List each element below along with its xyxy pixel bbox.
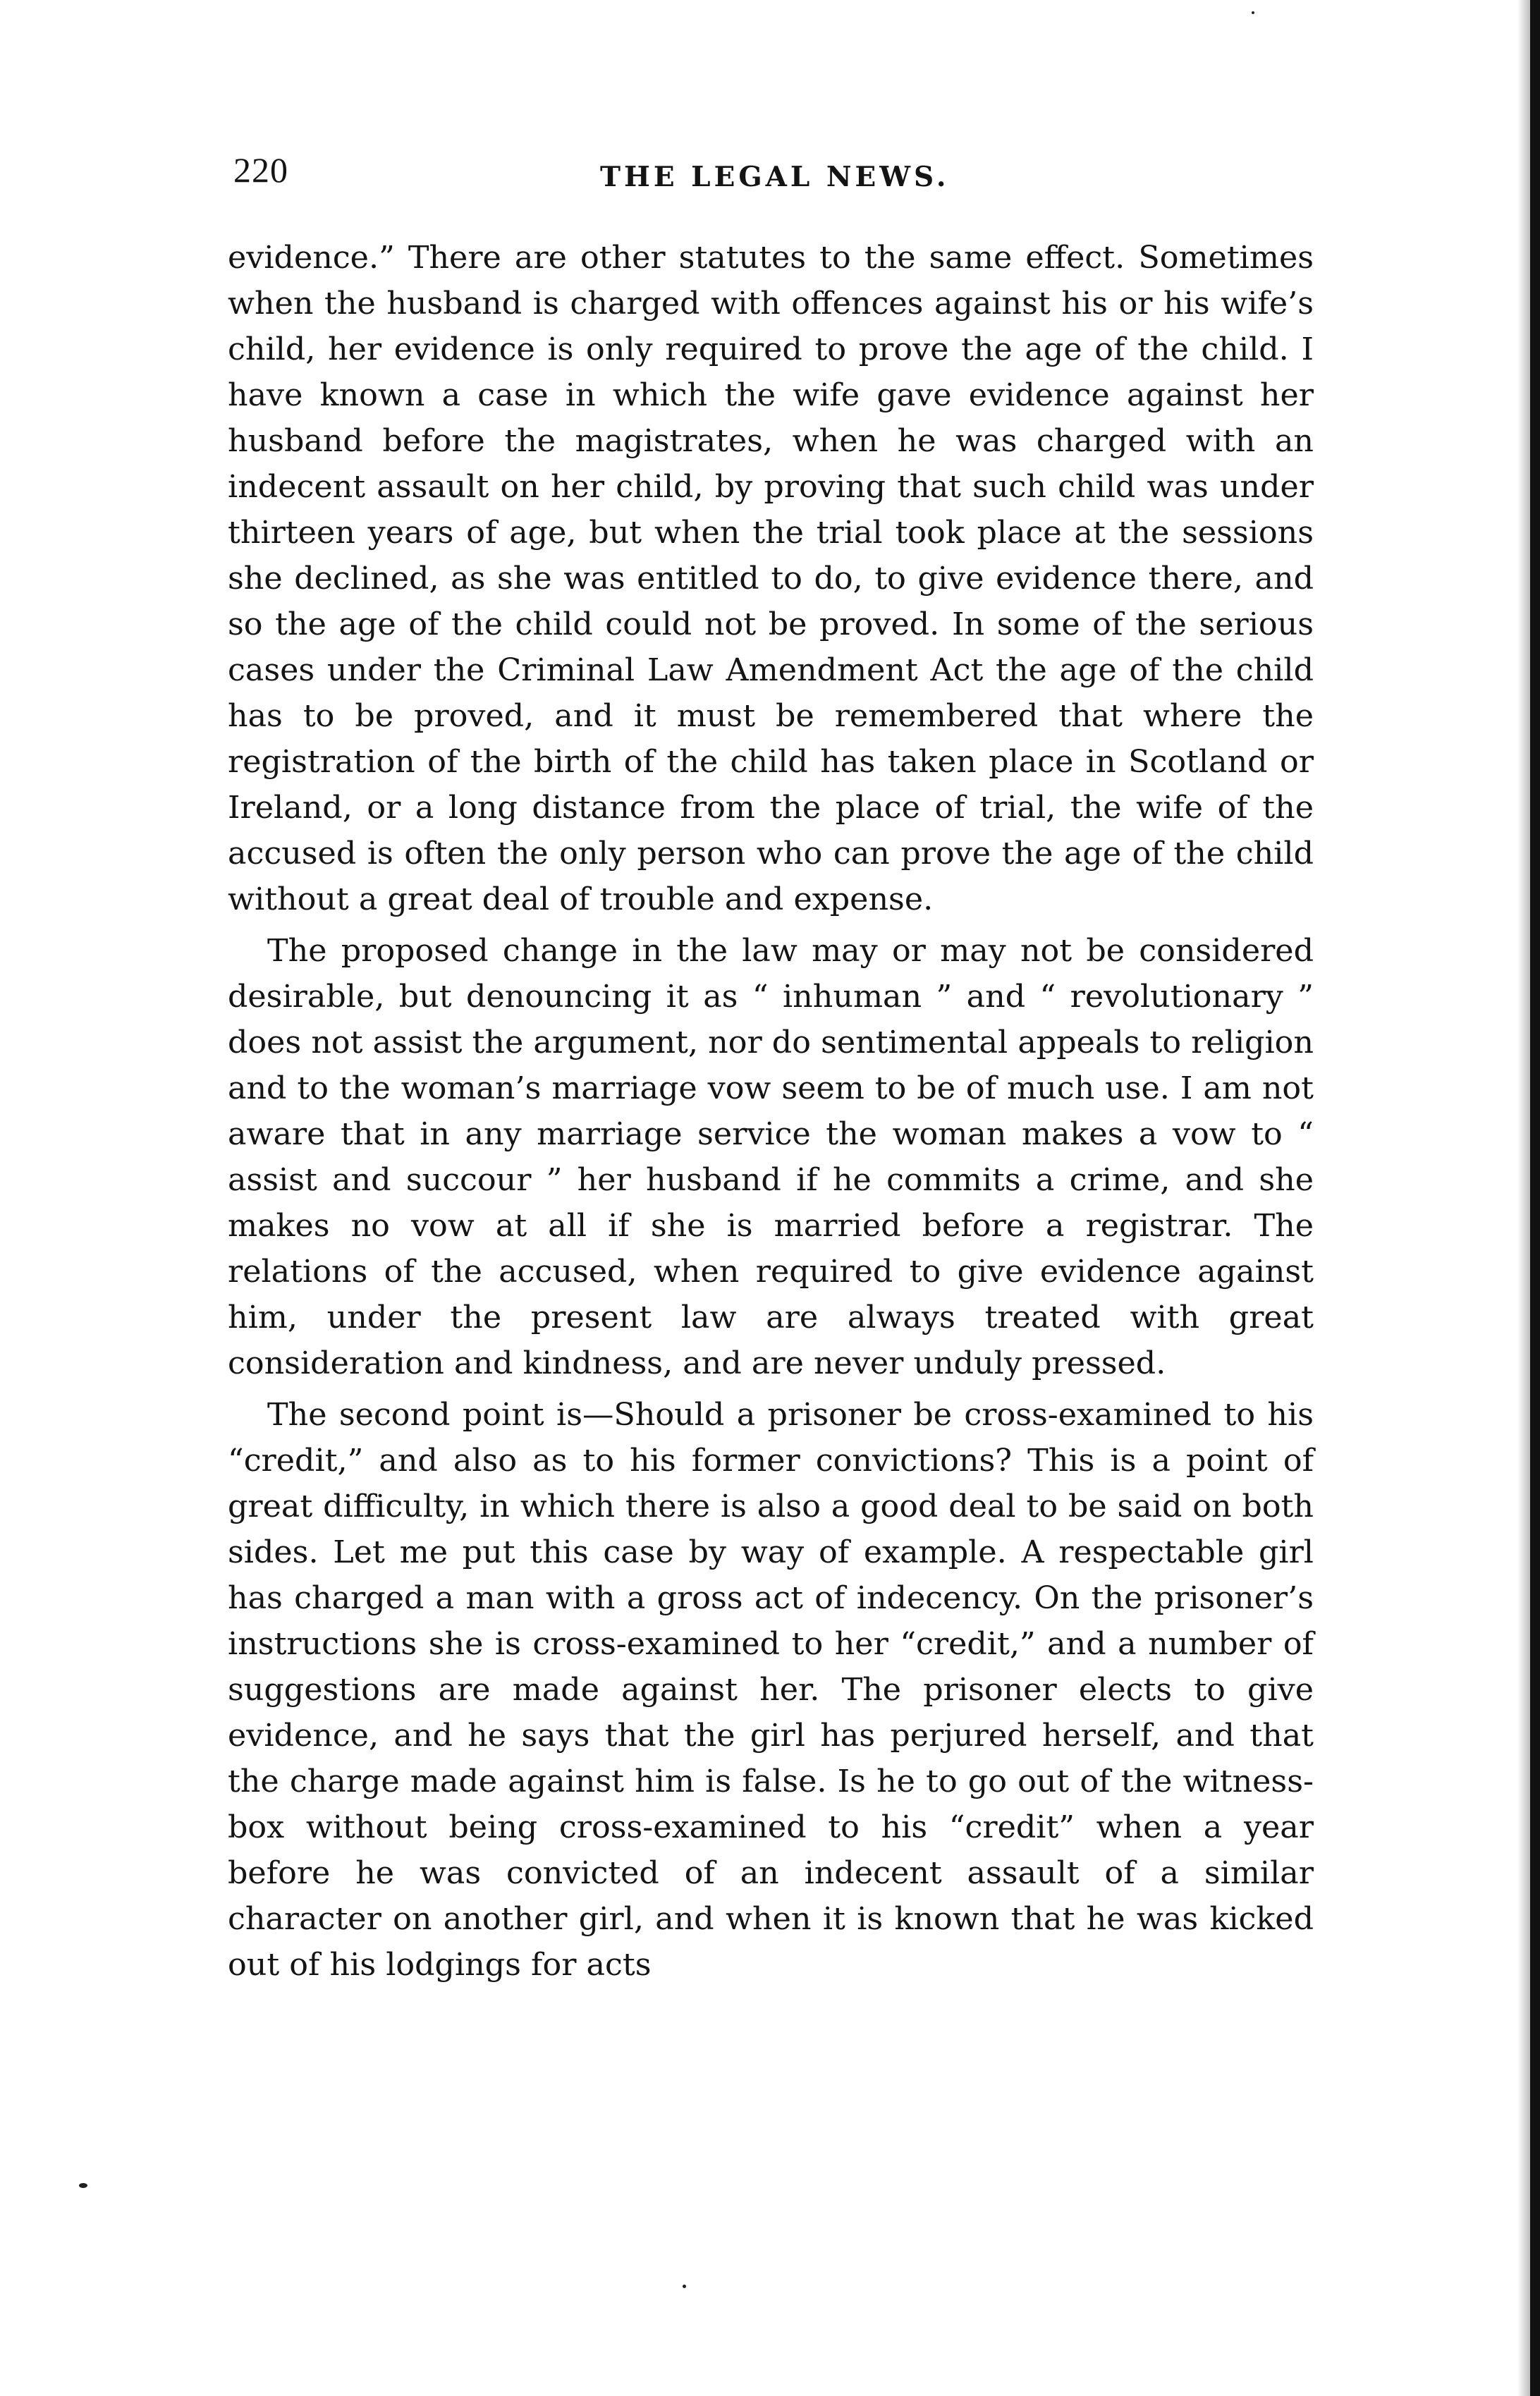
- running-title: THE LEGAL NEWS.: [600, 161, 950, 193]
- scan-speck: [1252, 11, 1254, 14]
- paragraph-second-point: The second point is—Should a prisoner be cross-examined to his “credit,” and also as to his former convictions? This is a point of great difficulty, in which there is also a good deal to be said on both sides. Let me put this case by way of example. A respectable girl has charged a man with a gross act of indecency. On the prisoner’s instructions she is cross-examined to her “credit,” and a number of suggestions are made against her. The prisoner elects to give evidence, and he says that the girl has perjured herself, and that the charge made against him is false. Is he to go out of the witness-box without being cross-examined to his “credit” when a year before he was convicted of an indecent assault of a similar character on another girl, and when it is known that he was kicked out of his lodgings for acts: [228, 1397, 1314, 1983]
- page-edge-shadow: [1517, 0, 1530, 2396]
- page-number: 220: [233, 150, 288, 190]
- article-body: [228, 235, 1314, 1993]
- paragraph-proposed-change: The proposed change in the law may or may not be considered desirable, but denouncing it as “ inhuman ” and “ revolutionary ” does not assist the argument, nor do sentimental appeals to religion and to the woman’s marriage vow seem to be of much use. I am not aware that in any marriage service the woman makes a vow to “ assist and succour ” her husband if he commits a crime, and she makes no vow at all if she is married before a registrar. The relations of the accused, when required to give evidence against him, under the present law are always treated with great consideration and kindness, and are never unduly pressed.: [228, 933, 1314, 1381]
- book-binding-edge: [1530, 0, 1540, 2396]
- paragraph-continued: evidence.” There are other statutes to the same effect. Sometimes when the husband is charged with offences against his or his wife’s child, her evidence is only required to prove the age of the child. I have known a case in which the wife gave evidence against her husband before the magistrates, when he was charged with an indecent assault on her child, by proving that such child was under thirteen years of age, but when the trial took place at the sessions she declined, as she was entitled to do, to give evidence there, and so the age of the child could not be proved. In some of the serious cases under the Criminal Law Amendment Act the age of the child has to be proved, and it must be remembered that where the registration of the birth of the child has taken place in Scotland or Ireland, or a long distance from the place of trial, the wife of the accused is often the only person who can prove the age of the child without a great deal of trouble and expense.: [228, 240, 1314, 917]
- scan-speck: [79, 2183, 87, 2188]
- scan-speck: [683, 2285, 686, 2288]
- page-header: [228, 149, 1314, 206]
